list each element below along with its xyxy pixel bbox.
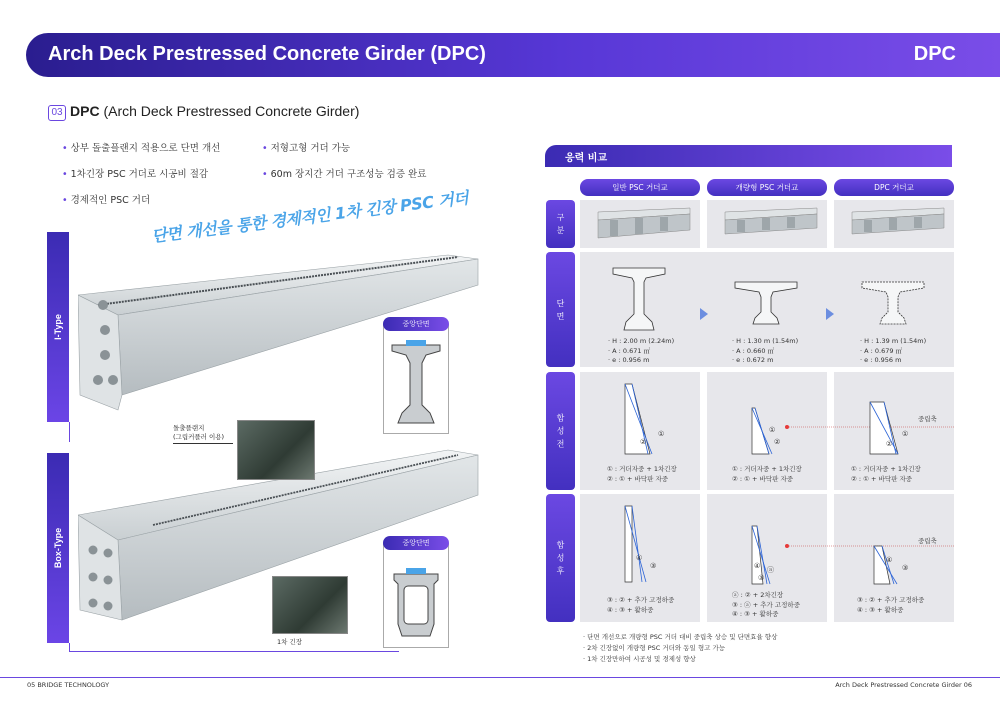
anchor	[100, 325, 110, 335]
i-cross-section-box	[383, 324, 449, 434]
row-label-text: 합성전	[556, 413, 565, 449]
girder-thumbnails	[580, 200, 954, 248]
before-text-improved	[732, 465, 802, 484]
bullet-item: • 60m 장지간 거더 구조성능 검증 완료	[262, 166, 426, 180]
thumb-dpc	[852, 208, 944, 234]
after-line: ④ : ③ + 활하중	[857, 605, 904, 614]
after-text-general	[607, 596, 674, 615]
props-general	[608, 337, 674, 366]
improved-section	[735, 282, 797, 324]
svg-text:②: ②	[886, 440, 893, 448]
neutral-axis-label: 중립축	[918, 415, 937, 423]
comparison-title: 응력 비교	[565, 153, 608, 164]
footer-left: 05 BRIDGE TECHNOLOGY	[27, 681, 110, 689]
anchor	[104, 549, 113, 558]
row-label-text: 합성후	[556, 540, 565, 576]
box-cross-section-label: 중앙단면	[383, 536, 449, 550]
stress-general-before	[625, 384, 664, 454]
box-type-label: Box-Type	[53, 527, 63, 569]
note-item: · 1차 긴장만하여 시공성 및 경제성 향상	[583, 655, 696, 663]
anchor	[89, 546, 98, 555]
before-line: ① : 거더자중 + 1차긴장	[732, 465, 802, 473]
svg-text:①: ①	[902, 430, 909, 438]
svg-text:②: ②	[640, 438, 647, 446]
bullet-item: • 저형고형 거더 가능	[262, 140, 426, 154]
anchor	[89, 599, 98, 608]
before-line: ② : ① + 바닥판 자중	[851, 474, 913, 483]
after-line: ③ : ⓐ + 추가 고정하중	[732, 600, 800, 609]
svg-text:④: ④	[886, 556, 893, 564]
svg-text:②: ②	[774, 438, 781, 446]
thumb-general	[598, 208, 690, 238]
arrow-icon	[826, 308, 834, 320]
prop-e: · e : 0.956 m	[860, 356, 902, 364]
neutral-axis-label: 중립축	[918, 537, 937, 545]
note-item: · 단면 개선으로 개량형 PSC 거더 대비 중립축 상승 및 단면효율 향상	[583, 633, 778, 641]
stress-dpc-after	[874, 546, 908, 584]
section-title-bold: DPC	[70, 103, 100, 119]
slogan: 단면 개선을 통한 경제적인 1차 긴장 PSC 거더	[150, 188, 470, 246]
column-dpc: DPC 거더교	[834, 179, 954, 196]
row-label-before	[546, 372, 575, 490]
before-text-dpc	[851, 465, 921, 484]
anchor	[98, 300, 108, 310]
anchor	[104, 602, 113, 611]
prop-h: · H : 1.39 m (1.54m)	[860, 337, 927, 345]
row-label-text: 단면	[556, 298, 565, 321]
thumb-improved	[725, 208, 817, 234]
svg-text:④: ④	[754, 562, 761, 570]
after-line: ④ : ③ + 활하중	[732, 610, 779, 618]
box-type-tab	[47, 453, 69, 643]
svg-text:③: ③	[902, 564, 909, 572]
page-code: DPC	[913, 43, 956, 65]
svg-text:③: ③	[758, 574, 765, 582]
after-text-dpc	[857, 596, 924, 615]
box-cross-section-box	[383, 543, 449, 648]
i-type-label: I-Type	[53, 314, 63, 340]
flange-photo	[237, 420, 315, 480]
props-dpc	[860, 337, 926, 366]
bullet-item: • 1차긴장 PSC 거더로 시공비 절감	[62, 166, 220, 180]
before-line: ② : ① + 바닥판 자중	[607, 474, 669, 483]
flange-callout	[173, 424, 224, 442]
bullet-list-right	[262, 140, 426, 192]
section-title	[70, 103, 359, 119]
after-line: ⓐ : ② + 2차긴장	[732, 591, 784, 599]
row-label-section	[546, 252, 575, 367]
row-label-after	[546, 494, 575, 622]
note-item: · 2차 긴장없이 개량형 PSC 거더와 동일 형고 가능	[583, 644, 726, 652]
footer-rule	[0, 677, 1000, 678]
stress-dpc-before	[870, 402, 908, 454]
stress-improved-after	[752, 526, 954, 584]
prop-a: · A : 0.671 ㎡	[608, 346, 651, 355]
tensioning-photo	[272, 576, 348, 634]
svg-text:ⓐ: ⓐ	[767, 566, 774, 574]
i-type-tab	[47, 232, 69, 422]
prop-a: · A : 0.660 ㎡	[732, 346, 775, 355]
box-section-shape	[384, 544, 448, 647]
section-title-rest: (Arch Deck Prestressed Concrete Girder)	[99, 103, 360, 119]
after-line: ③ : ② + 추가 고정하중	[857, 596, 925, 604]
svg-text:①: ①	[769, 426, 776, 434]
column-improved-psc: 개량형 PSC 거더교	[707, 179, 827, 196]
notes	[583, 632, 777, 665]
prop-a: · A : 0.679 ㎡	[860, 346, 903, 355]
svg-text:④: ④	[636, 554, 643, 562]
anchor	[89, 573, 98, 582]
flange-callout-line2: (그립커플러 이용)	[173, 433, 225, 441]
row-label-gubun	[546, 200, 575, 248]
svg-text:①: ①	[658, 430, 665, 438]
after-text-improved	[732, 591, 800, 620]
bullet-item: • 상부 돌출플랜지 적용으로 단면 개선	[62, 140, 220, 154]
dpc-section	[862, 282, 924, 324]
divider	[69, 651, 399, 652]
anchor	[100, 350, 110, 360]
callout-line	[173, 443, 233, 444]
prop-e: · e : 0.672 m	[732, 356, 774, 364]
column-general-psc: 일반 PSC 거더교	[580, 179, 700, 196]
anchor	[93, 375, 103, 385]
before-text-general	[607, 465, 677, 484]
svg-text:③: ③	[650, 562, 657, 570]
page-title: Arch Deck Prestressed Concrete Girder (DPC)	[48, 43, 486, 65]
after-line: ④ : ③ + 활하중	[607, 605, 654, 614]
i-section-shape	[384, 325, 448, 433]
section-number: 03	[48, 105, 66, 121]
prop-h: · H : 1.30 m (1.54m)	[732, 337, 799, 345]
i-cross-section-label: 중앙단면	[383, 317, 449, 331]
before-line: ① : 거더자중 + 1차긴장	[607, 465, 677, 473]
divider	[69, 643, 70, 651]
bullet-list-left	[62, 140, 220, 218]
anchor	[108, 375, 118, 385]
prop-e: · e : 0.956 m	[608, 356, 650, 364]
general-section	[613, 268, 665, 330]
before-line: ① : 거더자중 + 1차긴장	[851, 465, 921, 473]
bullet-item: • 경제적인 PSC 거더	[62, 192, 220, 206]
stress-general-after	[625, 506, 656, 582]
props-improved	[732, 337, 798, 366]
after-line: ③ : ② + 추가 고정하중	[607, 596, 675, 604]
flange-callout-line1: 돌출플랜지	[173, 424, 205, 432]
anchor	[104, 576, 113, 585]
prop-h: · H : 2.00 m (2.24m)	[608, 337, 675, 345]
before-line: ② : ① + 바닥판 자중	[732, 474, 794, 483]
row-label-text: 구분	[556, 213, 565, 235]
arrow-icon	[700, 308, 708, 320]
tension-label: 1차 긴장	[277, 638, 303, 646]
divider	[69, 422, 70, 442]
footer-right: Arch Deck Prestressed Concrete Girder 06	[835, 681, 972, 689]
